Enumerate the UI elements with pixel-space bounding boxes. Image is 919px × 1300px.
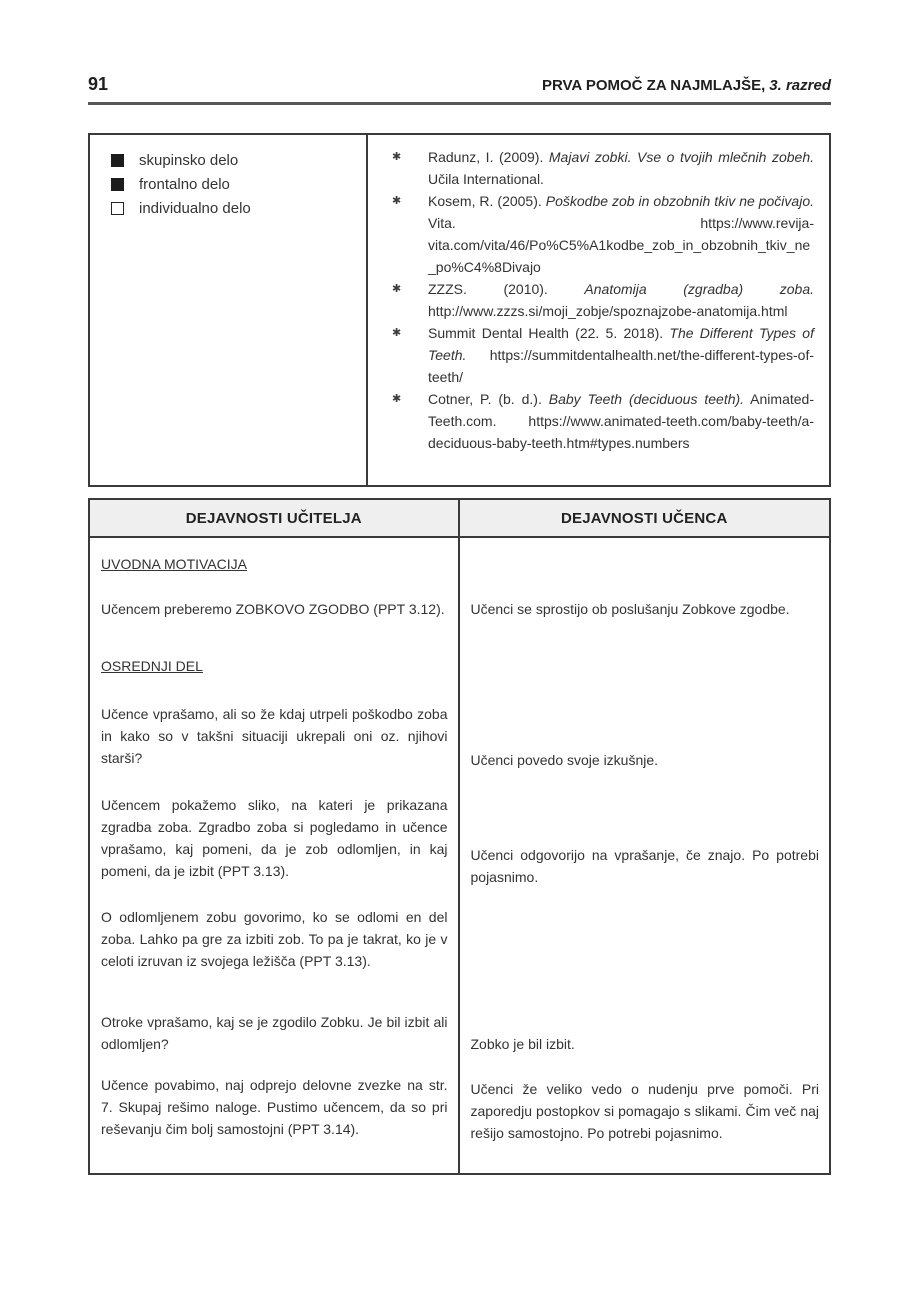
asterisk-bullet-icon: ✱ bbox=[392, 283, 402, 295]
work-method-item bbox=[111, 172, 358, 196]
activities-table-body-row bbox=[90, 538, 829, 1173]
student-activity-paragraph: Učenci se sprostijo ob poslušanju Zobkove zgodbe. bbox=[470, 601, 790, 617]
reference-item bbox=[392, 388, 814, 454]
asterisk-bullet-icon: ✱ bbox=[392, 327, 402, 339]
asterisk-bullet-icon: ✱ bbox=[392, 151, 402, 163]
page-number: 91 bbox=[88, 74, 109, 94]
checked-checkbox-icon bbox=[111, 178, 124, 191]
activities-table bbox=[88, 498, 831, 1175]
reference-text: Summit Dental Health (22. 5. 2018). The Different Types of Teeth. https://summitdentalhealth.net/the-different-types-of-teeth/ bbox=[428, 325, 814, 385]
running-header-title bbox=[542, 77, 831, 94]
work-method-item bbox=[111, 148, 358, 172]
reference-text: Radunz, I. (2009). Majavi zobki. Vse o tvojih mlečnih zobeh. Učila International. bbox=[428, 149, 814, 187]
student-column-header: DEJAVNOSTI UČENCA bbox=[561, 509, 728, 527]
teacher-activity-heading: UVODNA MOTIVACIJA bbox=[101, 556, 247, 572]
references-cell bbox=[368, 135, 829, 485]
activities-table-header-row bbox=[90, 500, 829, 538]
student-activity-paragraph: Učenci povedo svoje izkušnje. bbox=[470, 752, 659, 768]
teacher-activity-paragraph: Učencem preberemo ZOBKOVO ZGODBO (PPT 3.12). bbox=[101, 601, 445, 617]
student-activity-paragraph: Učenci odgovorijo na vprašanje, če znajo. Po potrebi pojasnimo. bbox=[470, 847, 819, 885]
reference-text: Cotner, P. (b. d.). Baby Teeth (deciduous teeth). Animated-Teeth.com. https://www.animated-teeth.com/baby-teeth/a-deciduous-baby-teeth.htm#types.numbers bbox=[428, 391, 814, 451]
teacher-activity-paragraph: Otroke vprašamo, kaj se je zgodilo Zobku. Je bil izbit ali odlomljen? bbox=[101, 1014, 448, 1052]
reference-item bbox=[392, 190, 814, 278]
student-activity-paragraph: Zobko je bil izbit. bbox=[470, 1036, 575, 1052]
student-activity-paragraph: Učenci že veliko vedo o nudenju prve pomoči. Pri zaporedju postopkov si pomagajo s slikami. Čim več naj rešijo samostojno. Po potrebi pojasnimo. bbox=[470, 1081, 819, 1141]
header-edition-text: 3. razred bbox=[769, 77, 831, 94]
teacher-activity-paragraph: Učencem pokažemo sliko, na kateri je prikazana zgradba zoba. Zgradbo zoba si pogledamo in učence vprašamo, kaj pomeni, da je zob odlomljen, in kaj pomeni, da je izbit (PPT 3.13). bbox=[101, 797, 448, 879]
asterisk-bullet-icon: ✱ bbox=[392, 195, 402, 207]
teacher-activity-paragraph: O odlomljenem zobu govorimo, ko se odlomi en del zoba. Lahko pa gre za izbiti zob. To pa je takrat, ko je v celoti izruvan iz svojega ležišča (PPT 3.13). bbox=[101, 909, 448, 969]
work-methods-cell bbox=[90, 135, 368, 485]
checked-checkbox-icon bbox=[111, 154, 124, 167]
reference-item bbox=[392, 146, 814, 190]
teacher-activity-paragraph: Učence vprašamo, ali so že kdaj utrpeli poškodbo zoba in kako so v takšni situaciji ukrepali oni oz. njihovi starši? bbox=[101, 706, 448, 766]
teacher-column-header: DEJAVNOSTI UČITELJA bbox=[90, 500, 460, 536]
reference-text: ZZZS. (2010). Anatomija (zgradba) zoba. http://www.zzzs.si/moji_zobje/spoznajzobe-anatomija.html bbox=[428, 281, 814, 319]
work-method-label: skupinsko delo bbox=[139, 151, 239, 169]
work-method-item bbox=[111, 196, 358, 220]
header-rule bbox=[88, 102, 831, 105]
teacher-activities-cell bbox=[90, 538, 460, 1173]
unchecked-checkbox-icon bbox=[111, 202, 124, 215]
reference-item bbox=[392, 322, 814, 388]
student-activities-cell bbox=[460, 538, 830, 1173]
work-method-label: frontalno delo bbox=[139, 175, 230, 193]
methods-references-table bbox=[88, 133, 831, 487]
reference-item bbox=[392, 278, 814, 322]
teacher-activity-heading: OSREDNJI DEL bbox=[101, 658, 203, 674]
teacher-activity-paragraph: Učence povabimo, naj odprejo delovne zvezke na str. 7. Skupaj rešimo naloge. Pustimo učencem, da so pri reševanju čim bolj samostojni (PPT 3.14). bbox=[101, 1077, 448, 1137]
header-title-text: PRVA POMOČ ZA NAJMLAJŠE, bbox=[541, 77, 766, 94]
work-method-label: individualno delo bbox=[139, 199, 251, 217]
asterisk-bullet-icon: ✱ bbox=[392, 393, 402, 405]
running-header bbox=[88, 74, 831, 95]
reference-text: Kosem, R. (2005). Poškodbe zob in obzobnih tkiv ne počivajo. Vita. https://www.revija-vita.com/vita/46/Po%C5%A1kodbe_zob_in_obzobnih_tkiv_ne_po%C4%8Divajo bbox=[428, 193, 814, 275]
